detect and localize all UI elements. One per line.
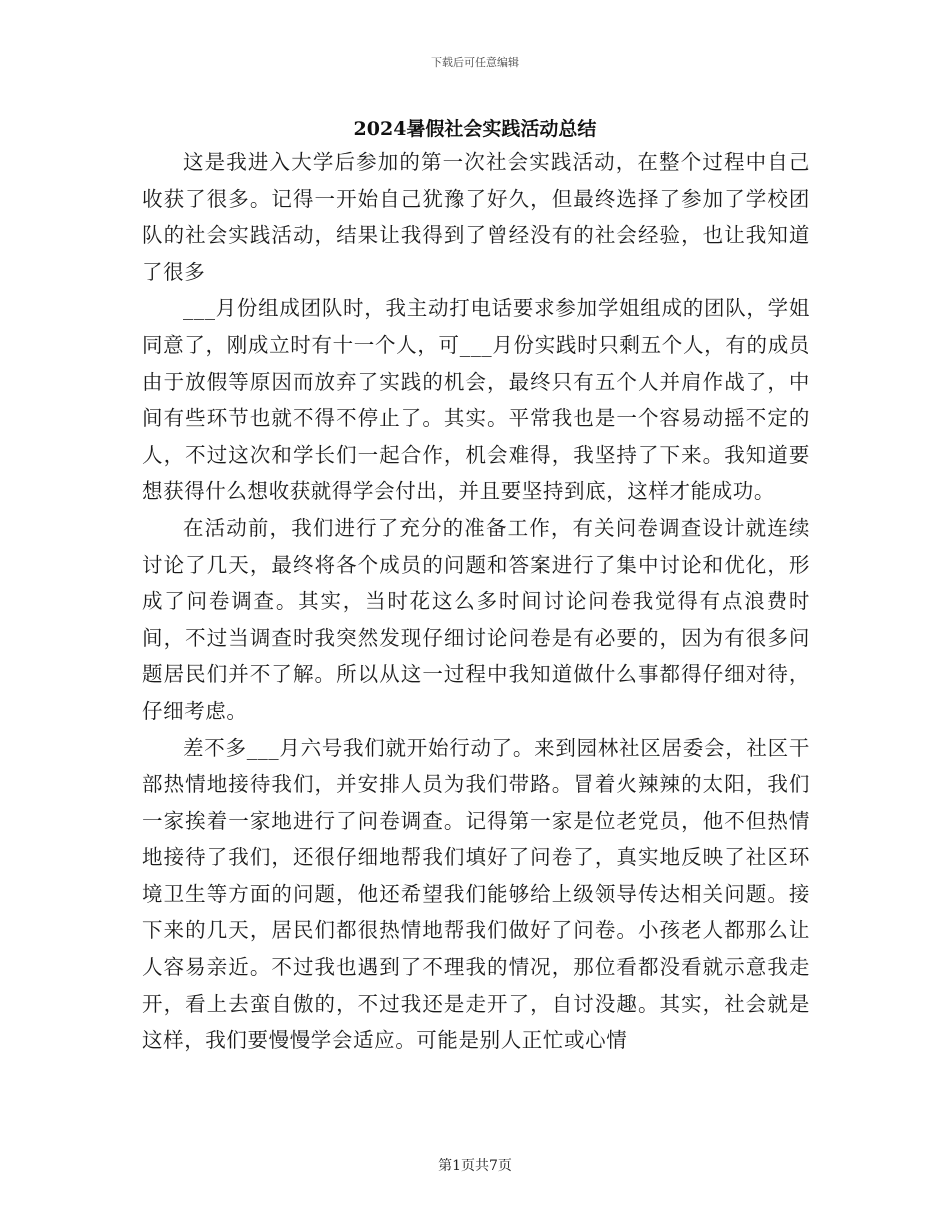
paragraph-3: 在活动前，我们进行了充分的准备工作，有关问卷调查设计就连续讨论了几天，最终将各个成员的问题和答案进行了集中讨论和优化，形成了问卷调查。其实，当时花这么多时间讨论问卷我觉得有点浪费时间，不过当调查时我突然发现仔细讨论问卷是有必要的，因为有很多问题居民们并不了解。所以从这一过程中我知道做什么事都得仔细对待，仔细考虑。 [142,515,810,723]
paragraph-1: 这是我进入大学后参加的第一次社会实践活动，在整个过程中自己收获了很多。记得一开始自己犹豫了好久，但最终选择了参加了学校团队的社会实践活动，结果让我得到了曾经没有的社会经验，也让我知道了很多 [142,150,810,284]
document-body [142,144,810,1059]
header-note: 下载后可任意编辑 [431,56,519,69]
paragraph-4: 差不多___月六号我们就开始行动了。来到园林社区居委会，社区干部热情地接待我们，并安排人员为我们带路。冒着火辣辣的太阳，我们一家挨着一家地进行了问卷调查。记得第一家是位老党员，他不但热情地接待了我们，还很仔细地帮我们填好了问卷了，真实地反映了社区环境卫生等方面的问题，他还希望我们能够给上级领导传达相关问题。接下来的几天，居民们都很热情地帮我们做好了问卷。小孩老人都那么让人容易亲近。不过我也遇到了不理我的情况，那位看都没看就示意我走开，看上去蛮自傲的，不过我还是走开了，自讨没趣。其实，社会就是这样，我们要慢慢学会适应。可能是别人正忙或心情 [142,735,810,1053]
paragraph-2: ___月份组成团队时，我主动打电话要求参加学姐组成的团队，学姐同意了，刚成立时有十一个人，可___月份实践时只剩五个人，有的成员由于放假等原因而放弃了实践的机会，最终只有五个人并肩作战了，中间有些环节也就不得不停止了。其实。平常我也是一个容易动摇不定的人，不过这次和学长们一起合作，机会难得，我坚持了下来。我知道要想获得什么想收获就得学会付出，并且要坚持到底，这样才能成功。 [142,296,810,504]
page-footer: 第1页共7页 [438,1158,512,1174]
document-title: 2024暑假社会实践活动总结 [353,118,597,140]
